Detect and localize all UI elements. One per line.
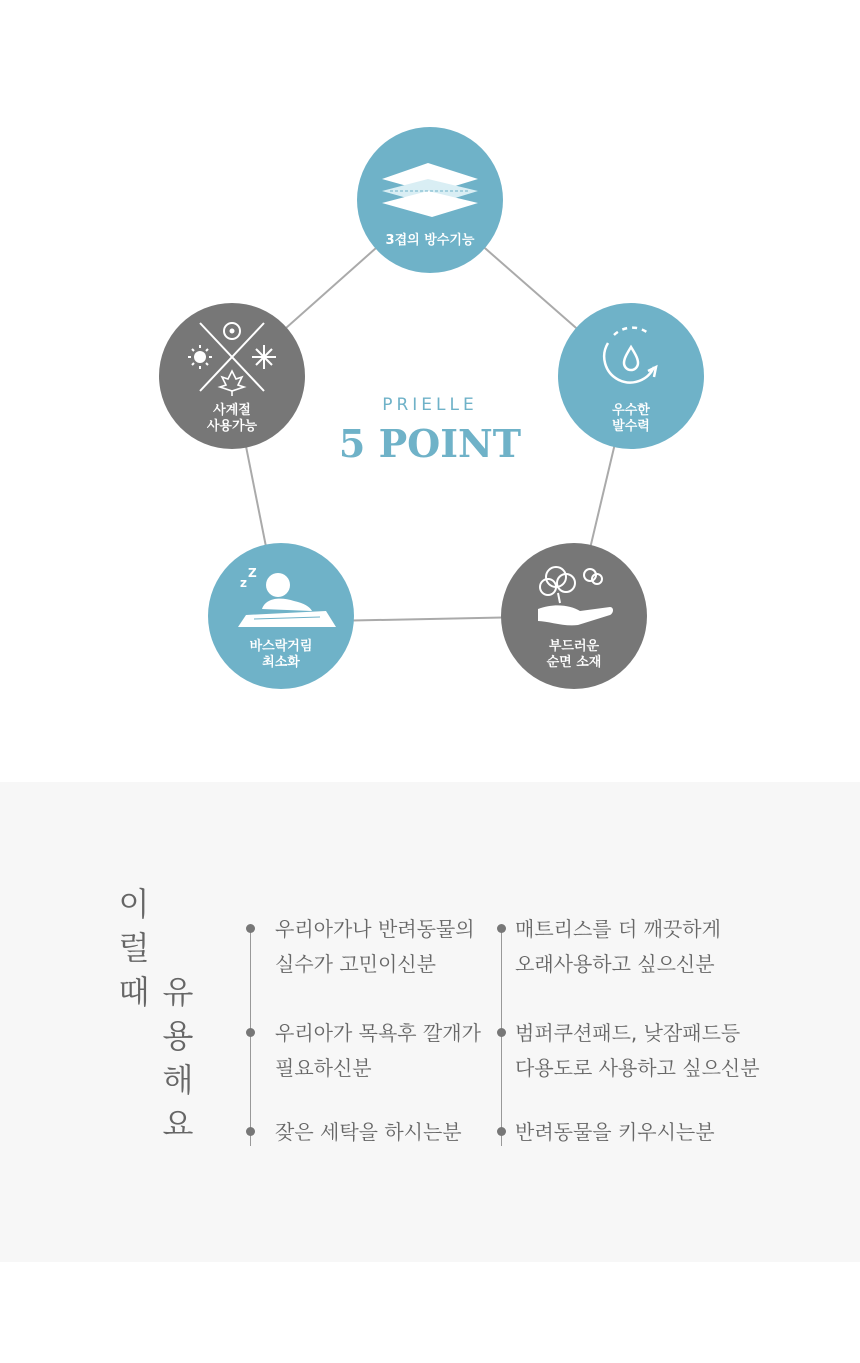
svg-text:Z: Z — [248, 566, 257, 580]
layers-icon — [380, 157, 480, 229]
svg-text:z: z — [240, 576, 247, 590]
sleeping-baby-icon — [236, 565, 336, 629]
list-item — [515, 1016, 760, 1086]
left-column-line — [250, 928, 251, 1146]
four-seasons-icon — [182, 317, 282, 397]
point-label-line2: 사용가능 — [206, 419, 258, 434]
item-line: 반려동물을 키우시는분 — [515, 1120, 715, 1144]
title-char: 해 — [162, 1061, 194, 1099]
title-char: 때 — [118, 973, 150, 1011]
center-title — [300, 395, 560, 466]
item-line: 오래사용하고 싶으신분 — [515, 952, 715, 976]
title-char: 유 — [162, 973, 194, 1011]
item-line: 잦은 세탁을 하시는분 — [275, 1120, 462, 1144]
cotton-hand-icon — [534, 563, 620, 633]
title-char: 용 — [162, 1017, 194, 1055]
item-line: 다용도로 사용하고 싶으신분 — [515, 1056, 760, 1080]
list-item — [275, 1016, 481, 1086]
point-label-line1: 부드러운 — [548, 639, 600, 654]
list-item — [275, 912, 475, 982]
water-drop-cycle-icon — [596, 323, 666, 389]
item-line: 실수가 고민이신분 — [275, 952, 436, 976]
point-soft-cotton — [501, 543, 647, 689]
point-low-noise — [208, 543, 354, 689]
point-label-line2: 최소화 — [262, 655, 300, 670]
point-water-repellent — [558, 303, 704, 449]
title-char: 요 — [162, 1105, 194, 1143]
bullet-dot — [246, 1028, 255, 1037]
point-label-line1: 우수한 — [612, 403, 650, 418]
bullet-dot — [497, 924, 506, 933]
point-label-line2: 발수력 — [612, 419, 650, 434]
title-char: 럴 — [118, 929, 150, 967]
point-all-seasons — [159, 303, 305, 449]
item-line: 범퍼쿠션패드, 낮잠패드등 — [515, 1021, 741, 1045]
point-label-line1: 바스락거림 — [249, 639, 313, 654]
item-line: 우리아가 목욕후 깔개가 — [275, 1021, 481, 1045]
bullet-dot — [497, 1028, 506, 1037]
useful-for-section — [0, 782, 860, 1262]
right-column-line — [501, 928, 502, 1146]
point-waterproof-layers — [357, 127, 503, 273]
point-label-line2: 순면 소재 — [546, 655, 602, 670]
title-char: 이 — [118, 885, 150, 923]
headline: 5 POINT — [338, 421, 522, 466]
point-label: 3겹의 방수기능 — [385, 233, 475, 248]
list-item — [515, 912, 721, 982]
section-title-col2 — [158, 970, 198, 1146]
section-title-col1 — [114, 882, 154, 1014]
brand-name: PRIELLE — [382, 395, 478, 415]
item-line: 필요하신분 — [275, 1056, 372, 1080]
bullet-dot — [246, 924, 255, 933]
list-item — [275, 1115, 462, 1150]
list-item — [515, 1115, 715, 1150]
item-line: 매트리스를 더 깨끗하게 — [515, 917, 721, 941]
item-line: 우리아가나 반려동물의 — [275, 917, 475, 941]
bullet-dot — [497, 1127, 506, 1136]
point-label-line1: 사계절 — [213, 403, 251, 418]
bullet-dot — [246, 1127, 255, 1136]
